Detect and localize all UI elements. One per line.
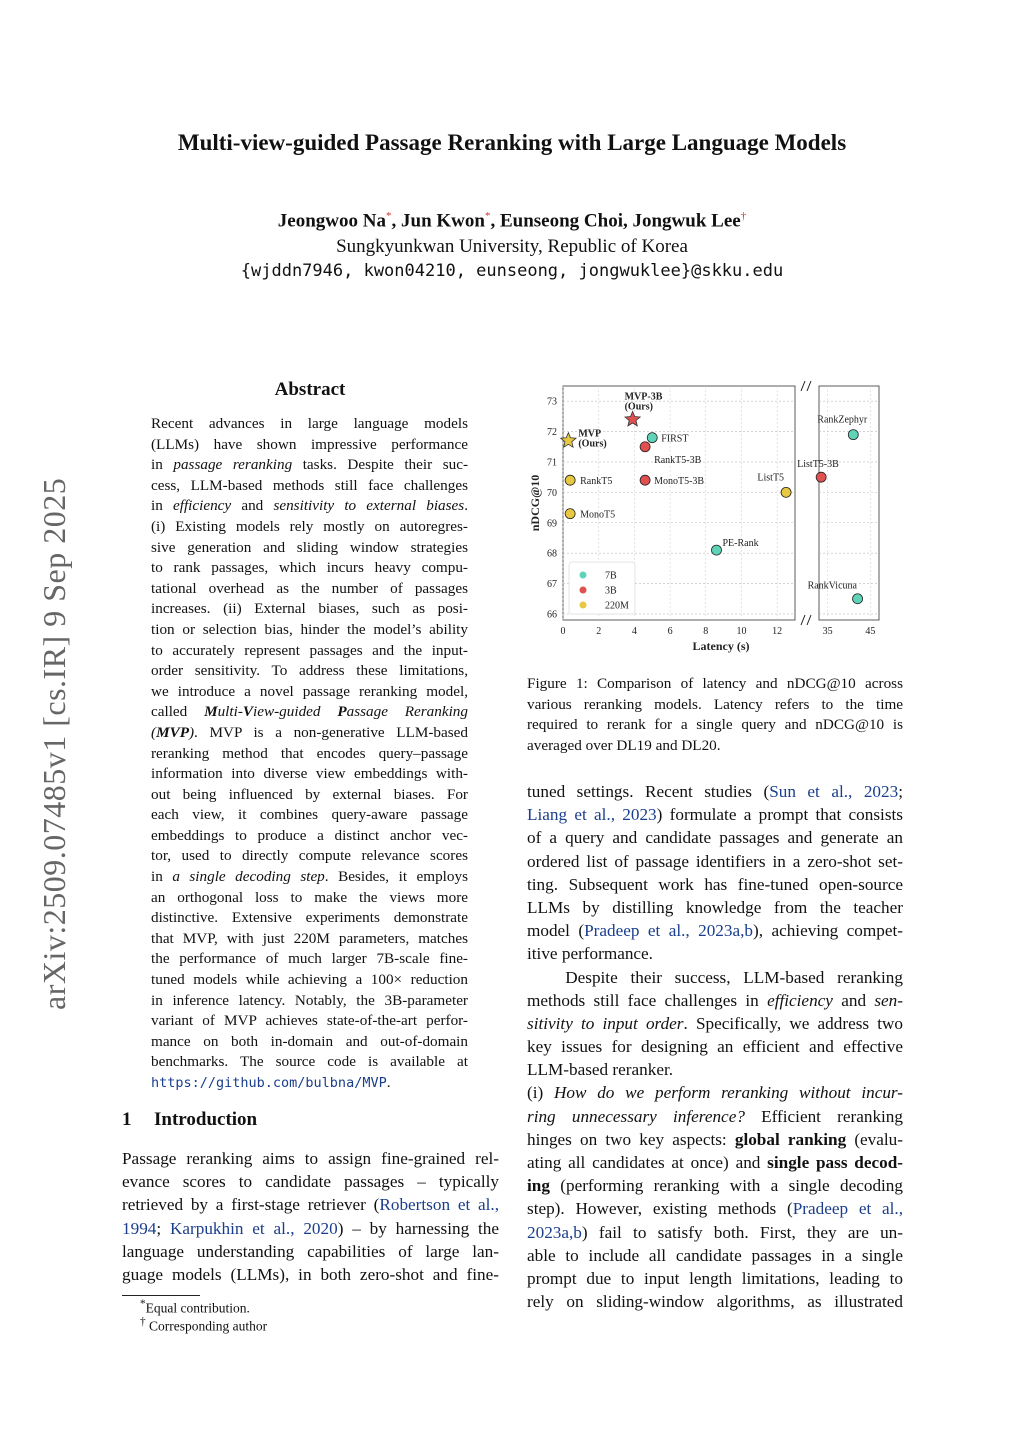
intro-right-column [527, 780, 903, 1313]
x-tick-label: 0 [560, 626, 566, 637]
text-line: prompt due to input length limitations, leading to [527, 1268, 903, 1288]
point-label: MVP [578, 428, 602, 440]
point-label: RankT5-3B [654, 454, 702, 466]
text-line: Passage reranking aims to assign fine-grained rel- [122, 1149, 499, 1168]
text-line: ing (performing reranking with a single decoding [527, 1176, 903, 1196]
text-line: distinctive. Extensive experiments demonstrate [151, 909, 468, 927]
text-line: 1994; Karpukhin et al., 2020) – by harnessing the [122, 1218, 499, 1238]
source-code-link[interactable]: https://github.com/bulbna/MVP [151, 1075, 387, 1091]
point-label: (Ours) [578, 438, 607, 450]
y-tick-label: 72 [547, 427, 557, 439]
scatter-point [711, 545, 721, 555]
intro-heading [122, 1109, 257, 1131]
text-line: called Multi-View-guided Passage Reranking [151, 703, 468, 721]
x-tick-label: 8 [703, 626, 709, 637]
point-label: RankT5 [580, 476, 613, 488]
text-line: information into diverse view embeddings with- [151, 765, 468, 783]
x-tick-label: 45 [865, 626, 876, 637]
y-tick-label: 66 [547, 609, 557, 621]
text-line: ordered list of passage identifiers in a zero-shot set- [527, 851, 903, 871]
text-line: tational overhead as the number of passages [151, 579, 468, 597]
text-line: various reranking models. Latency refers to the time [527, 695, 903, 713]
scatter-point [848, 430, 858, 440]
point-label: (Ours) [624, 401, 653, 413]
text-line: tor, used to directly compute relevance scores [151, 847, 468, 865]
x-tick-label: 35 [822, 626, 833, 637]
point-label: PE-Rank [722, 538, 759, 550]
footnote-mark: † [140, 1316, 146, 1328]
text-line: Liang et al., 2023) formulate a prompt that consists [527, 805, 903, 825]
affiliation: Sungkyunkwan University, Republic of Korea [336, 236, 688, 257]
text-line: required to rerank for a single query and nDCG@10 is [527, 716, 903, 734]
text-line: embeddings to produce a distinct anchor vec- [151, 826, 468, 844]
footnote-text: Corresponding author [145, 1318, 268, 1334]
text-line: order sensitivity. To address these limitations, [151, 662, 468, 680]
author-mark: * [484, 210, 491, 222]
text-line: ring unnecessary inference? Efficient reranking [527, 1106, 903, 1126]
x-axis-label: Latency (s) [692, 639, 750, 653]
x-tick-label: 6 [667, 626, 673, 637]
x-tick-label: 10 [736, 626, 747, 637]
text-line: of a query and candidate passages and generate an [527, 828, 903, 848]
text-line: 2023a,b) fail to satisfy both. First, they are un- [527, 1222, 903, 1242]
section-title: Introduction [154, 1109, 258, 1130]
text-line: out being influenced by external biases. For [151, 785, 468, 803]
text-line: averaged over DL19 and DL20. [527, 736, 721, 754]
footnote-2 [140, 1316, 267, 1335]
text-line: Figure 1: Comparison of latency and nDCG@10 across [527, 675, 903, 692]
text-line: ting. Subsequent work has fine-tuned open-source [527, 874, 903, 894]
figure-1-caption [527, 674, 903, 756]
text-line: in inference latency. Notably, the 3B-parameter [151, 991, 468, 1009]
text-line: itive performance. [527, 944, 653, 964]
text-line: to rank passages, which incurs heavy compu- [151, 559, 468, 577]
text-line: Recent advances in large language models [151, 415, 468, 432]
text-line: (i) How do we perform reranking without incur- [527, 1083, 903, 1103]
text-line: reranking method that encodes query–passage [151, 744, 468, 762]
text-line: tuned settings. Recent studies (Sun et al., 2023; [527, 782, 903, 801]
x-tick-label: 2 [596, 626, 602, 637]
point-label: FIRST [661, 433, 689, 445]
scatter-point [640, 442, 650, 452]
author-mark: * [386, 210, 392, 222]
text-line: ating all candidates at once) and single pass decod- [527, 1153, 903, 1172]
y-tick-label: 70 [547, 487, 557, 499]
scatter-point [816, 472, 826, 482]
x-tick-label: 12 [772, 626, 783, 637]
text-line: variant of MVP achieves state-of-the-art perfor- [151, 1012, 468, 1030]
text-line: sive generation and sliding window strategies [151, 538, 468, 556]
star-marker [625, 411, 640, 426]
y-tick-label: 68 [547, 548, 557, 560]
scatter-point [565, 475, 575, 485]
text-line: https://github.com/bulbna/MVP. [151, 1074, 391, 1091]
y-axis-label: nDCG@10 [528, 474, 542, 532]
legend-swatch [580, 572, 587, 579]
axis-break-mark [801, 615, 805, 625]
scatter-point [781, 487, 791, 497]
text-line: to accurately represent passages and the input- [151, 641, 468, 659]
text-line: sitivity to input order. Specifically, we address two [527, 1013, 903, 1033]
point-label: MonoT5-3B [654, 476, 705, 488]
text-line: LLMs by distilling knowledge from the teacher [527, 897, 903, 917]
section-number: 1 [122, 1109, 132, 1130]
text-line: able to include all candidate passages in a single [527, 1245, 903, 1265]
text-line: we introduce a novel passage reranking model, [151, 682, 468, 700]
text-line: (LLMs) have shown impressive performance [151, 435, 468, 453]
text-line: tuned models while achieving a 100× reduction [151, 971, 468, 989]
text-line: in passage reranking tasks. Despite their suc- [151, 456, 468, 474]
author-name: Jun Kwon [401, 210, 485, 232]
axis-break-mark [801, 381, 805, 391]
point-label: MonoT5 [580, 509, 616, 521]
text-line: hinges on two key aspects: global ranking (evalu- [527, 1129, 903, 1149]
y-tick-label: 69 [547, 518, 557, 530]
text-line: step). However, existing methods (Pradeep et al., [527, 1199, 904, 1219]
point-label: RankZephyr [817, 414, 868, 426]
scatter-point [647, 433, 657, 443]
text-line: in efficiency and sensitivity to external biases. [151, 497, 468, 515]
paper-title: Multi-view-guided Passage Reranking with Large Language Models [177, 130, 847, 155]
text-line: rely on sliding-window algorithms, as illustrated [527, 1292, 903, 1312]
footnote-1 [140, 1298, 250, 1317]
axis-break-mark [807, 381, 811, 391]
abstract-body [151, 414, 468, 1094]
text-line: (i) Existing models rely mostly on autoregres- [151, 517, 468, 535]
y-tick-label: 71 [547, 457, 557, 469]
footnote-rule [122, 1295, 200, 1296]
y-tick-label: 67 [547, 579, 557, 591]
scatter-point [853, 594, 863, 604]
legend-label: 220M [605, 600, 629, 612]
text-line: LLM-based reranker. [527, 1060, 674, 1080]
legend-label: 7B [605, 570, 617, 582]
scatter-point [565, 509, 575, 519]
text-line: model (Pradeep et al., 2023a,b), achieving compet- [527, 921, 903, 941]
text-line: key issues for designing an efficient and effective [527, 1037, 903, 1057]
point-label: MVP-3B [624, 391, 663, 403]
author-name: Jongwuk Lee [632, 210, 741, 232]
abstract-heading: Abstract [274, 379, 346, 400]
y-tick-label: 73 [547, 396, 557, 408]
text-line: the performance of much larger 7B-scale fine- [151, 950, 468, 968]
x-tick-label: 4 [631, 626, 637, 637]
axis-break-mark [807, 615, 811, 625]
text-line: tion or selection bias, hinder the model’s ability [151, 620, 468, 638]
author-name: Jeongwoo Na [277, 210, 386, 232]
text-line: each view, it combines query-aware passage [151, 806, 468, 824]
legend-swatch [580, 587, 587, 594]
point-label: ListT5-3B [797, 459, 839, 471]
point-label: RankVicuna [807, 580, 857, 592]
text-line: that MVP, with just 220M parameters, matches [151, 929, 468, 947]
point-label: ListT5 [757, 472, 785, 484]
author-mark: † [740, 210, 747, 222]
figure-1-chart [527, 376, 907, 656]
scatter-point [640, 475, 650, 485]
text-line: methods still face challenges in efficiency and sen- [527, 990, 903, 1010]
text-line: evance scores to candidate passages – typically [122, 1172, 499, 1192]
text-line: an orthogonal loss to make the views more [151, 888, 468, 906]
author-name: Eunseong Choi [499, 210, 623, 232]
text-line: in a single decoding step. Besides, it employs [151, 868, 468, 886]
text-line: (MVP). MVP is a non-generative LLM-based [151, 723, 468, 741]
text-line: guage models (LLMs), in both zero-shot and fine- [122, 1264, 499, 1284]
author-emails: {wjddn7946, kwon04210, eunseong, jongwuklee}@skku.edu [240, 261, 784, 281]
legend-swatch [580, 602, 587, 609]
footnote-text: Equal contribution. [145, 1300, 250, 1316]
text-line: increases. (ii) External biases, such as posi- [151, 600, 468, 618]
text-line: Despite their success, LLM-based reranking [527, 967, 903, 987]
author-list: Jeongwoo Na*, Jun Kwon*, Eunseong Choi, Jongwuk Lee† [277, 210, 747, 232]
text-line: retrieved by a first-stage retriever (Robertson et al., [122, 1195, 499, 1215]
footnote-mark: * [140, 1298, 146, 1310]
text-line: language understanding capabilities of large lan- [122, 1241, 499, 1261]
text-line: cess, LLM-based methods still face challenges [151, 476, 468, 494]
text-line: mance on both in-domain and out-of-domain [151, 1032, 468, 1050]
intro-left-column [122, 1147, 499, 1286]
legend-label: 3B [605, 585, 617, 597]
text-line: benchmarks. The source code is available at [151, 1053, 468, 1071]
arxiv-stamp: arXiv:2509.07485v1 [cs.IR] 9 Sep 2025 [36, 477, 72, 1010]
